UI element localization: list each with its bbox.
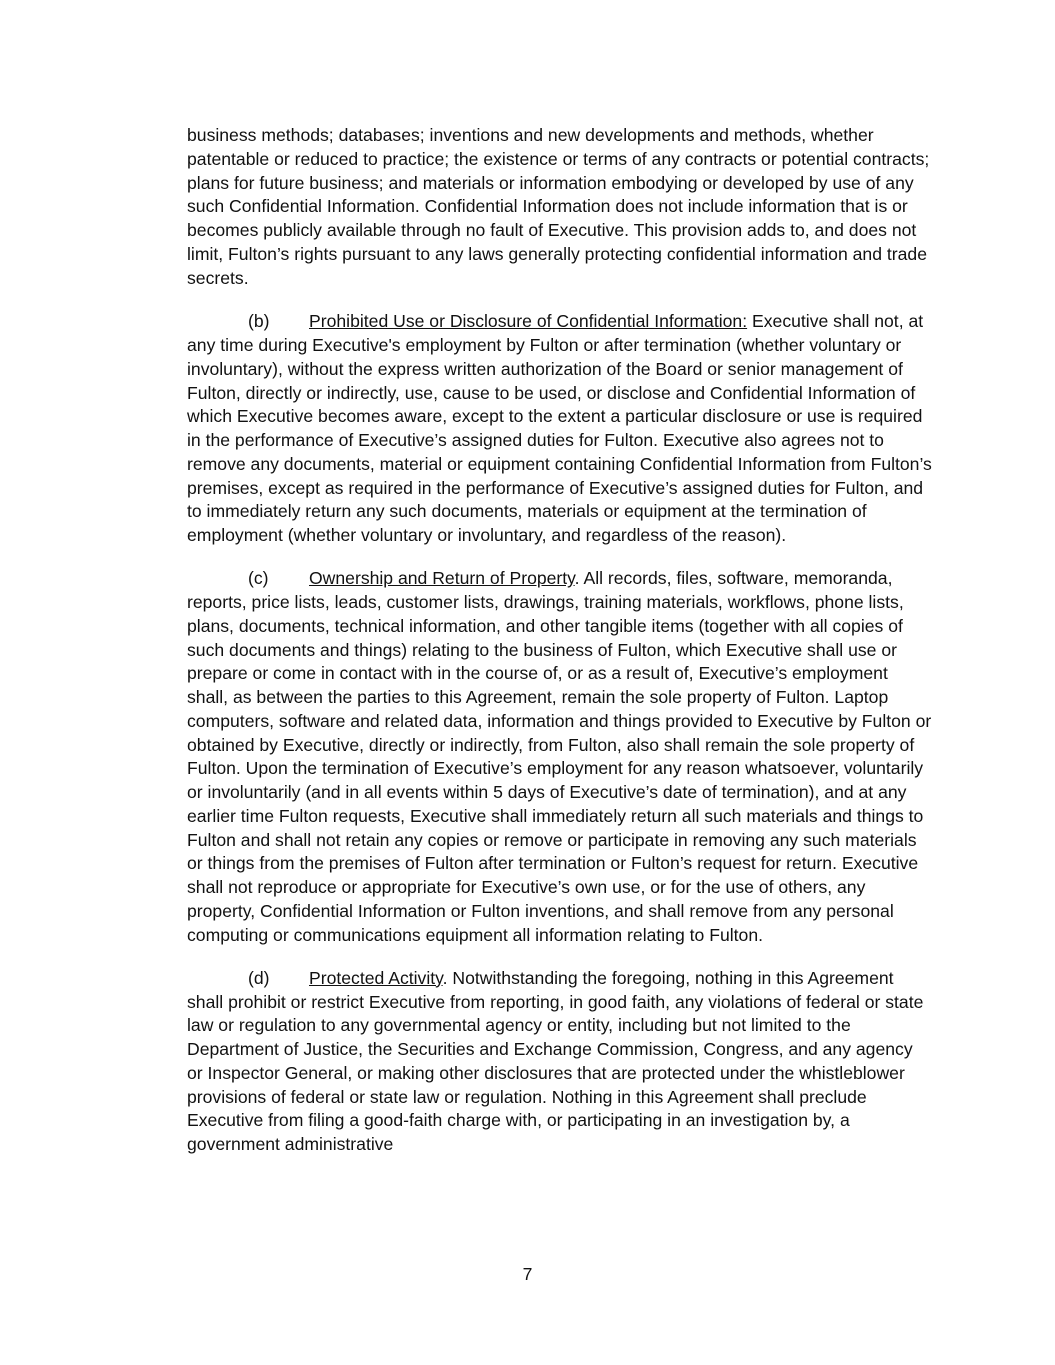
section-c-paragraph — [187, 567, 933, 947]
section-c-label: (c) — [248, 568, 269, 589]
section-b-paragraph — [187, 310, 933, 548]
section-c-body: . All records, files, software, memoranda, reports, price lists, leads, customer lists, drawings, training materials, workflows, phone lists, plans, documents, technical information, and other tangible items (together with all copies of such documents and things) relating to the business of Fulton, which Executive shall use or prepare or come in contact with in the course of, or as a result of, Executive’s employment shall, as between the parties to this Agreement, remain the sole property of Fulton. Laptop computers, software and related data, information and things provided to Executive by Fulton or obtained by Executive, directly or indirectly, from Fulton, also shall remain the sole property of Fulton. Upon the termination of Executive’s employment for any reason whatsoever, voluntarily or involuntarily (and in all events within 5 days of Executive’s date of termination), and at any earlier time Fulton requests, Executive shall immediately return all such materials and things to Fulton and shall not retain any copies or remove or participate in removing any such materials or things from the premises of Fulton after termination or Fulton’s request for return. Executive shall not reproduce or appropriate for Executive’s own use, or for the use of others, any property, Confidential Information or Fulton inventions, and shall remove from any personal computing or communications equipment all information relating to Fulton. — [187, 568, 932, 945]
section-b-label: (b) — [248, 311, 270, 332]
section-d-heading: Protected Activity — [309, 967, 443, 988]
intro-paragraph: business methods; databases; inventions and new developments and methods, whether patentable or reduced to practice; the existence or terms of any contracts or potential contracts; plans for future business; and materials or information embodying or developed by use of any such Confidential Information. Confidential Information does not include information that is or becomes publicly available through no fault of Executive. This provision adds to, and does not limit, Fulton’s rights pursuant to any laws generally protecting confidential information and trade secrets. — [187, 125, 930, 288]
section-d-paragraph — [187, 967, 933, 1157]
document-page — [187, 124, 933, 1176]
section-d-body: . Notwithstanding the foregoing, nothing in this Agreement shall prohibit or restrict Executive from reporting, in good faith, any violations of federal or state law or regulation to any governmental agency or entity, including but not limited to the Department of Justice, the Securities and Exchange Commission, Congress, and any agency or Inspector General, or making other disclosures that are protected under the whistleblower provisions of federal or state law or regulation. Nothing in this Agreement shall preclude Executive from filing a good-faith charge with, or participating in an investigation by, a government administrative — [187, 967, 924, 1154]
section-b-body: Executive shall not, at any time during Executive's employment by Fulton or after termination (whether voluntary or involuntary), without the express written authorization of the Board or senior management of Fulton, directly or indirectly, use, cause to be used, or disclose and Confidential Information of which Executive becomes aware, except to the extent a particular disclosure or use is required in the performance of Executive’s assigned duties for Fulton. Executive also agrees not to remove any documents, material or equipment containing Confidential Information from Fulton’s premises, except as required in the performance of Executive’s assigned duties for Fulton, and to immediately return any such documents, materials or equipment at the termination of employment (whether voluntary or involuntary, and regardless of the reason). — [187, 311, 932, 545]
section-d-label: (d) — [248, 967, 270, 988]
page-number: 7 — [522, 1264, 533, 1284]
section-c-heading: Ownership and Return of Property — [309, 568, 575, 589]
section-b-heading: Prohibited Use or Disclosure of Confidential Information: — [309, 311, 748, 332]
